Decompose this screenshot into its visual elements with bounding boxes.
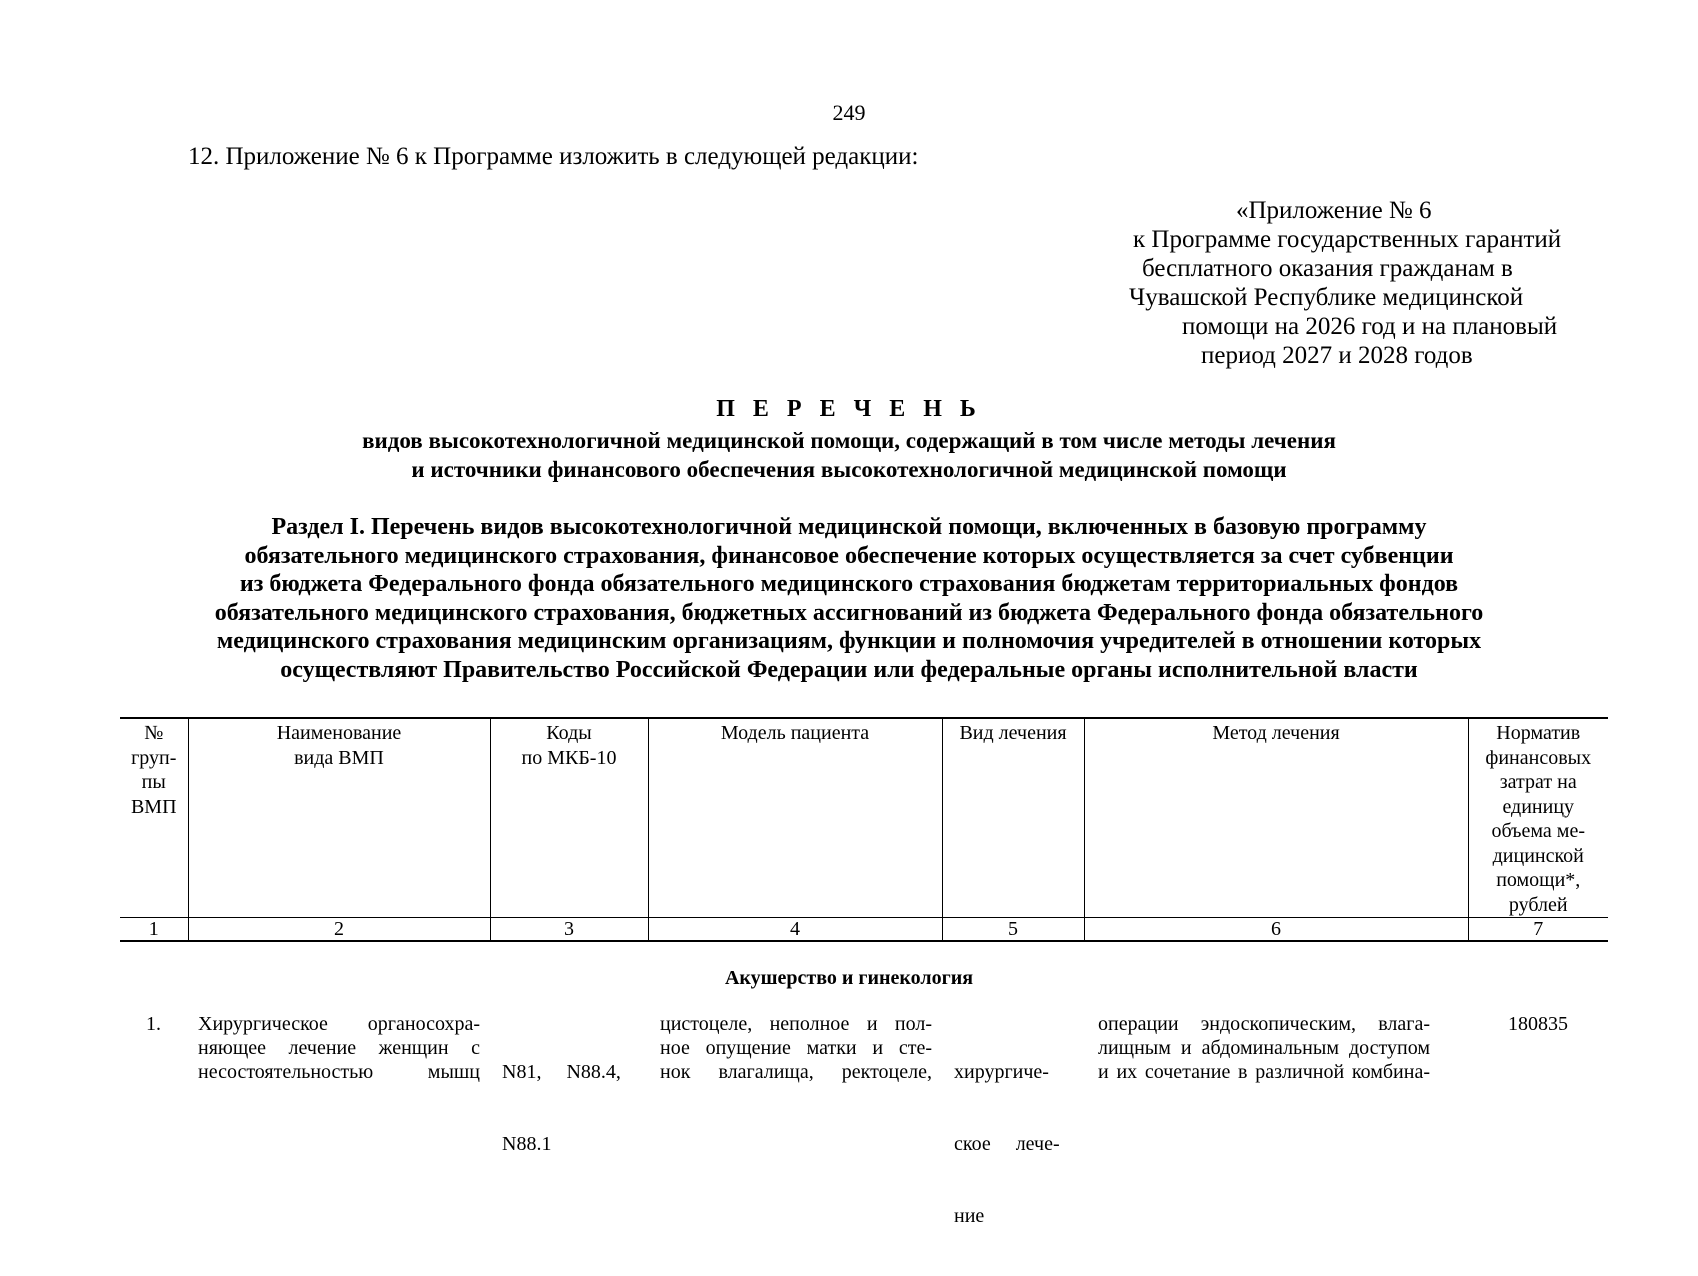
vmp-table	[120, 717, 1608, 942]
header-cost-norm: Норматив финансовых затрат на единицу объема ме- дицинской помощи*, рублей	[1468, 718, 1608, 918]
appendix-line: помощи на 2026 год и на плановый	[1182, 313, 1558, 340]
row-vmp-name: Хирургическое органосохра- няющее лечение женщин с несостоятельностью мышц	[198, 1013, 480, 1083]
appendix-line: к Программе государственных гарантий	[1133, 226, 1562, 253]
row-treatment-method: операции эндоскопическим, влага- лищным и абдоминальным доступом и их сочетание в различной комбина-	[1098, 1013, 1430, 1083]
row-cost: 180835	[1508, 1013, 1568, 1035]
column-number-row	[120, 918, 1608, 942]
column-number: 7	[1468, 918, 1608, 942]
section-line: обязательного медицинского страхования, бюджетных ассигнований из бюджета Федерального фонда обязательного	[214, 599, 1484, 626]
header-treatment-type: Вид лечения	[942, 718, 1084, 918]
subtitle-line: видов высокотехнологичной медицинской помощи, содержащий в том числе методы лечения	[362, 428, 1336, 453]
header-patient-model: Модель пациента	[648, 718, 942, 918]
section-line: Раздел I. Перечень видов высокотехнологичной медицинской помощи, включенных в базовую программу	[271, 514, 1427, 540]
header-treatment-method: Метод лечения	[1084, 718, 1468, 918]
row-treatment-type: хирургиче- ское лече- ние	[954, 1061, 1060, 1227]
appendix-line: «Приложение № 6	[1236, 197, 1432, 224]
row-number: 1.	[146, 1013, 161, 1035]
column-number: 1	[120, 918, 188, 942]
column-number: 4	[648, 918, 942, 942]
section-line: осуществляют Правительство Российской Федерации или федеральные органы исполнительной власти	[280, 656, 1418, 683]
category-heading: Акушерство и гинекология	[724, 967, 974, 989]
section-title	[0, 513, 1698, 684]
header-icd-codes: Коды по МКБ-10	[490, 718, 648, 918]
document-subtitle	[0, 426, 1698, 484]
vmp-table-grid	[120, 717, 1608, 942]
table-header-row	[120, 718, 1608, 918]
row-patient-model: цистоцеле, неполное и пол- ное опущение матки и сте- нок влагалища, ректоцеле,	[660, 1013, 932, 1083]
instruction-text: 12. Приложение № 6 к Программе изложить в следующей редакции:	[188, 143, 919, 170]
table-row	[0, 1012, 1698, 1227]
page-number: 249	[832, 100, 866, 125]
subtitle-line: и источники финансового обеспечения высокотехнологичной медицинской помощи	[411, 457, 1287, 482]
section-line: из бюджета Федерального фонда обязательного медицинского страхования бюджетам территориальных фондов	[239, 571, 1459, 597]
appendix-line: бесплатного оказания гражданам в	[1142, 255, 1513, 282]
column-number: 2	[188, 918, 490, 942]
row-icd-codes: N81, N88.4, N88.1	[502, 1061, 621, 1155]
document-title: П Е Р Е Ч Е Н Ь	[716, 396, 982, 422]
header-vmp-name: Наименование вида ВМП	[188, 718, 490, 918]
appendix-line: период 2027 и 2028 годов	[1201, 342, 1473, 369]
appendix-line: Чувашской Республике медицинской	[1129, 284, 1524, 311]
column-number: 6	[1084, 918, 1468, 942]
section-line: обязательного медицинского страхования, финансовое обеспечение которых осуществляется за счет субвенции	[244, 542, 1454, 569]
column-number: 5	[942, 918, 1084, 942]
section-line: медицинского страхования медицинским организациям, функции и полномочия учредителей в отношении которых	[216, 628, 1482, 654]
column-number: 3	[490, 918, 648, 942]
appendix-note	[0, 196, 1698, 376]
header-group-number: № груп- пы ВМП	[120, 718, 188, 918]
